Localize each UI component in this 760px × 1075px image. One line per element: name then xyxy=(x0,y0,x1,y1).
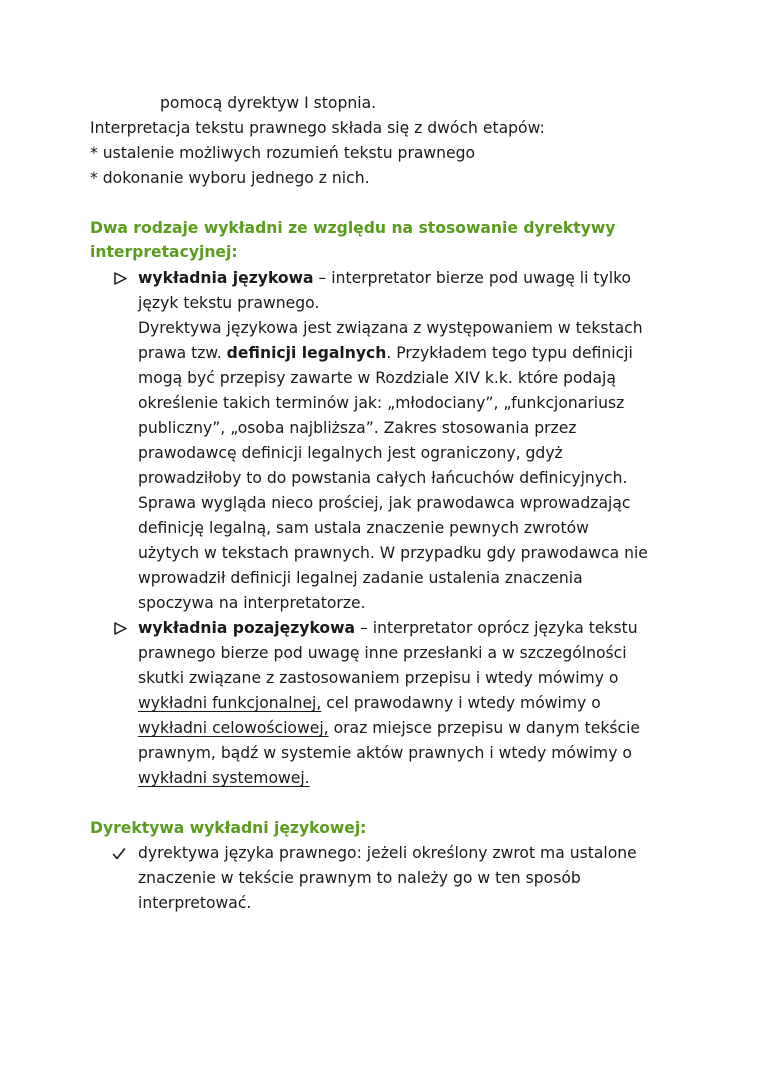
item-text-line: prawodawcę definicji legalnych jest ograniczony, gdyż xyxy=(138,444,563,462)
intro-line-2: Interpretacja tekstu prawnego składa się z dwóch etapów: xyxy=(90,119,545,137)
item-text-line: publiczny”, „osoba najbliższa”. Zakres stosowania przez xyxy=(138,419,577,437)
item-text-line xyxy=(138,341,633,366)
item-text: – interpretator bierze pod uwagę li tylko xyxy=(313,269,632,287)
term-bold: wykładnia pozajęzykowa xyxy=(138,619,356,637)
item-text-line: określenie takich terminów jak: „młodociany”, „funkcjonariusz xyxy=(138,394,625,412)
item-text-line: interpretować. xyxy=(138,894,252,912)
item-text-line: użytych w tekstach prawnych. W przypadku gdy prawodawca nie xyxy=(138,544,648,562)
list-item-wykladnia-jezykowa xyxy=(138,266,631,291)
underlined-term: wykładni systemowej. xyxy=(138,769,310,787)
section-heading-dyrektywa: Dyrektywa wykładni językowej: xyxy=(90,819,367,837)
section-heading-rodzaje-cont: interpretacyjnej: xyxy=(90,243,238,261)
underlined-term: wykładni celowościowej, xyxy=(138,719,329,737)
item-text: prawa tzw. xyxy=(138,344,227,362)
underlined-term: wykładni funkcjonalnej, xyxy=(138,694,322,712)
term-bold: definicji legalnych xyxy=(226,344,387,362)
intro-line-3: * ustalenie możliwych rozumień tekstu prawnego xyxy=(90,144,476,162)
item-text-line: Sprawa wygląda nieco prościej, jak prawodawca wprowadzając xyxy=(138,494,631,512)
item-text-line: prawnym, bądź w systemie aktów prawnych i wtedy mówimy o xyxy=(138,744,632,762)
item-text-line: spoczywa na interpretatorze. xyxy=(138,594,366,612)
arrow-bullet-icon xyxy=(112,266,128,291)
item-text-line: język tekstu prawnego. xyxy=(138,294,320,312)
item-text-line: skutki związane z zastosowaniem przepisu i wtedy mówimy o xyxy=(138,669,619,687)
section-heading-rodzaje: Dwa rodzaje wykładni ze względu na stosowanie dyrektywy xyxy=(90,219,616,237)
item-text-line xyxy=(138,766,310,791)
arrow-bullet-icon xyxy=(112,616,128,641)
intro-line-4: * dokonanie wyboru jednego z nich. xyxy=(90,169,370,187)
list-item-dyrektywa-jezyka: dyrektywa języka prawnego: jeżeli określony zwrot ma ustalone xyxy=(138,844,637,862)
item-text-line xyxy=(138,716,640,741)
item-text-line: prowadziłoby to do powstania całych łańcuchów definicyjnych. xyxy=(138,469,628,487)
item-text-line: definicję legalną, sam ustala znaczenie pewnych zwrotów xyxy=(138,519,589,537)
item-text-line: Dyrektywa językowa jest związana z występowaniem w tekstach xyxy=(138,319,643,337)
checkmark-bullet-icon xyxy=(112,842,128,867)
item-text-line: wprowadził definicji legalnej zadanie ustalenia znaczenia xyxy=(138,569,583,587)
item-text: oraz miejsce przepisu w danym tekście xyxy=(328,719,640,737)
item-text: – interpretator oprócz języka tekstu xyxy=(355,619,638,637)
term-bold: wykładnia językowa xyxy=(138,269,314,287)
item-text-line xyxy=(138,691,601,716)
list-item-wykladnia-pozajezykowa xyxy=(138,616,638,641)
item-text: cel prawodawny i wtedy mówimy o xyxy=(321,694,601,712)
item-text-line: mogą być przepisy zawarte w Rozdziale XIV k.k. które podają xyxy=(138,369,616,387)
item-text-line: prawnego bierze pod uwagę inne przesłanki a w szczególności xyxy=(138,644,627,662)
item-text: . Przykładem tego typu definicji xyxy=(386,344,633,362)
intro-line-1: pomocą dyrektyw I stopnia. xyxy=(160,94,377,112)
item-text-line: znaczenie w tekście prawnym to należy go w ten sposób xyxy=(138,869,581,887)
